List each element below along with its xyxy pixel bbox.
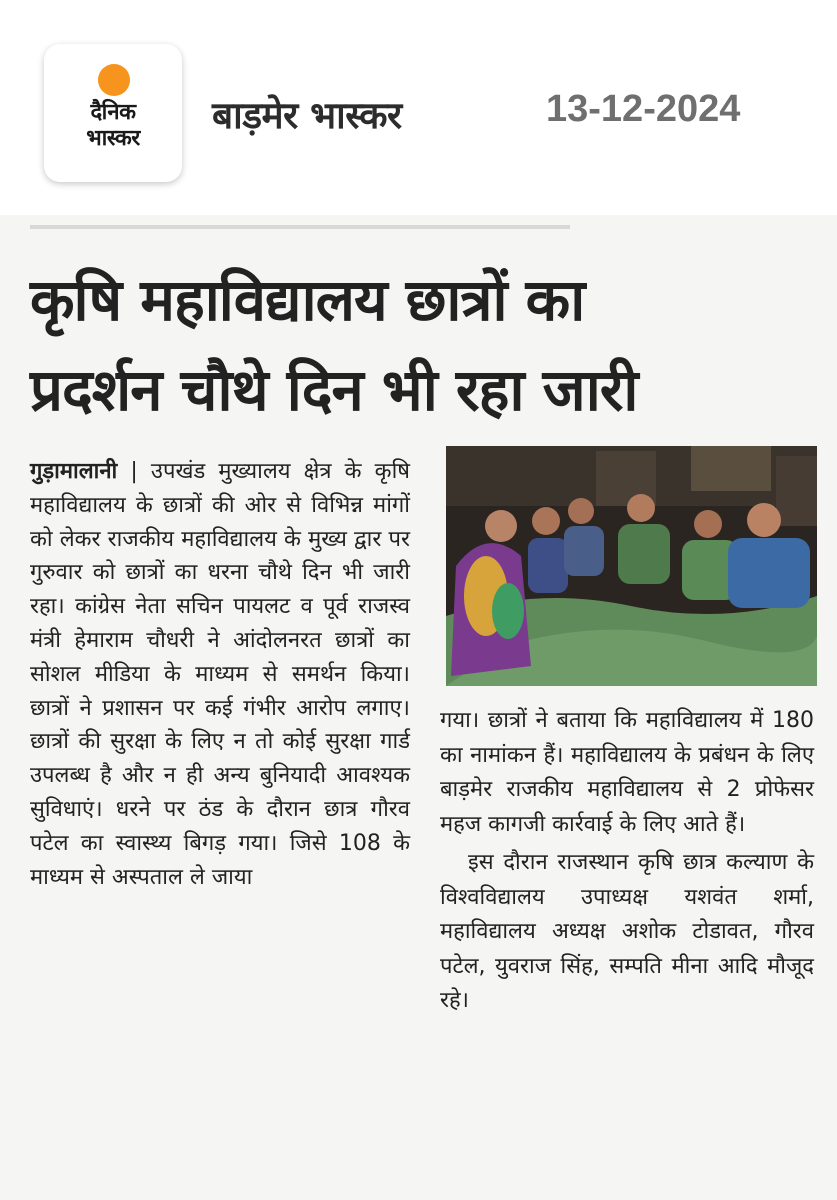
logo-wordmark [44,100,182,152]
left-paragraph [30,455,410,894]
logo-line-1: दैनिक [90,100,136,125]
publication-date: 13-12-2024 [546,88,741,130]
article-headline [30,255,810,435]
headline-line-1: कृषि महाविद्यालय छात्रों का [30,266,585,334]
dateline-separator: | [130,459,138,484]
right-paragraph-2: इस दौरान राजस्थान कृषि छात्र कल्याण के विश्वविद्यालय उपाध्यक्ष यशवंत शर्मा, महाविद्यालय अध्यक्ष अशोक टोडावत, गौरव पटेल, युवराज सिंह, सम्पति मीना आदि मौजूद रहे। [440,850,814,1013]
article-column-right [440,704,814,1019]
students-sitting-image [446,446,817,686]
dateline: गुड़ामालानी [30,459,118,484]
clipping-top-rule [30,225,570,229]
protest-photo [446,446,817,686]
header [0,0,837,215]
sun-icon [98,64,130,96]
dainik-bhaskar-logo [44,44,182,182]
article-column-left [30,455,410,894]
headline-line-2: प्रदर्शन चौथे दिन भी रहा जारी [30,356,638,424]
edition-title: बाड़मेर भास्कर [212,94,402,137]
right-paragraph-1: गया। छात्रों ने बताया कि महाविद्यालय में 180 का नामांकन हैं। महाविद्यालय के प्रबंधन के लिए बाड़मेर राजकीय महाविद्यालय से 2 प्रोफेसर महज कागजी कार्रवाई के लिए आते हैं। [440,708,814,837]
left-body-text: उपखंड मुख्यालय क्षेत्र के कृषि महाविद्यालय के छात्रों की ओर से विभिन्न मांगों को लेकर राजकीय महाविद्यालय के मुख्य द्वार पर गुरुवार को छात्रों का धरना चौथे दिन भी जारी रहा। कांग्रेस नेता सचिन पायलट व पूर्व राजस्व मंत्री हेमाराम चौधरी ने आंदोलनरत छात्रों का सोशल मीडिया के माध्यम से समर्थन किया। छात्रों ने प्रशासन पर कई गंभीर आरोप लगाए। छात्रों की सुरक्षा के लिए न तो कोई सुरक्षा गार्ड उपलब्ध है और न ही अन्य बुनियादी आवश्यक सुविधाएं। धरने पर ठंड के दौरान छात्र गौरव पटेल का स्वास्थ्य बिगड़ गया। जिसे 108 के माध्यम से अस्पताल ले जाया [30,459,410,890]
newspaper-clipping [0,215,837,1200]
logo-line-2: भास्कर [86,126,140,151]
